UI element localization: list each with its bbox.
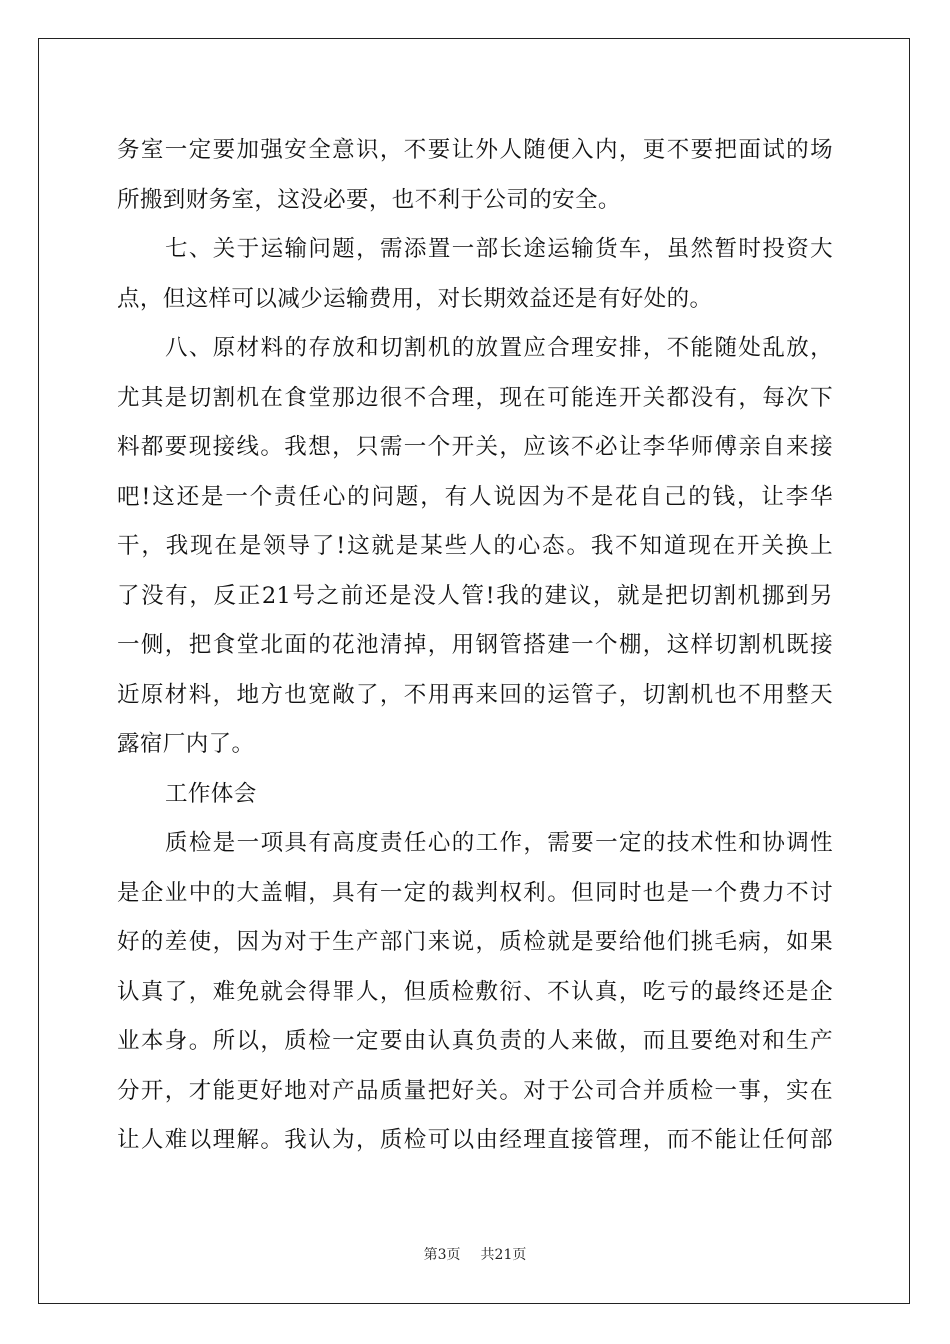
text-line: 所搬到财务室，这没必要，也不利于公司的安全。 xyxy=(117,186,621,213)
text-line: 好的差使，因为对于生产部门来说，质检就是要给他们挑毛病，如果 xyxy=(117,929,833,955)
text-line: 尤其是切割机在食堂那边很不合理，现在可能连开关都没有，每次下 xyxy=(117,384,833,411)
text-line: 业本身。所以，质检一定要由认真负责的人来做，而且要绝对和生产 xyxy=(117,1028,833,1054)
section-heading: 工作体会 xyxy=(165,780,257,807)
paragraph-start-line: 质检是一项具有高度责任心的工作，需要一定的技术性和协调性 xyxy=(165,830,833,856)
paragraph-start-line: 七、关于运输问题，需添置一部长途运输货车，虽然暂时投资大 xyxy=(165,236,833,262)
text-line: 近原材料，地方也宽敞了，不用再来回的运管子，切割机也不用整天 xyxy=(117,681,833,708)
page-number: 第3页 xyxy=(423,1247,461,1263)
text-line: 务室一定要加强安全意识，不要让外人随便入内，更不要把面试的场 xyxy=(117,137,833,163)
text-line: 干，我现在是领导了!这就是某些人的心态。我不知道现在开关换上 xyxy=(117,533,833,559)
text-line: 分开，才能更好地对产品质量把好关。对于公司合并质检一事，实在 xyxy=(117,1077,833,1104)
text-line: 料都要现接线。我想，只需一个开关，应该不必让李华师傅亲自来接 xyxy=(117,434,833,460)
text-line: 点，但这样可以减少运输费用，对长期效益还是有好处的。 xyxy=(117,285,713,312)
text-line: 了没有，反正21号之前还是没人管!我的建议，就是把切割机挪到另 xyxy=(117,582,833,609)
page-footer xyxy=(0,1245,950,1265)
text-line: 认真了，难免就会得罪人，但质检敷衍、不认真，吃亏的最终还是企 xyxy=(117,978,833,1005)
text-line: 一侧，把食堂北面的花池清掉，用钢管搭建一个棚，这样切割机既接 xyxy=(117,632,833,658)
text-line: 吧!这还是一个责任心的问题，有人说因为不是花自己的钱，让李华 xyxy=(117,483,833,510)
text-line: 是企业中的大盖帽，具有一定的裁判权利。但同时也是一个费力不讨 xyxy=(117,879,833,906)
page-total: 共21页 xyxy=(480,1247,527,1263)
document-body xyxy=(117,126,833,1166)
paragraph-start-line: 八、原材料的存放和切割机的放置应合理安排，不能随处乱放， xyxy=(165,335,833,361)
text-line: 让人难以理解。我认为，质检可以由经理直接管理，而不能让任何部 xyxy=(117,1127,833,1153)
text-line: 露宿厂内了。 xyxy=(117,731,255,757)
